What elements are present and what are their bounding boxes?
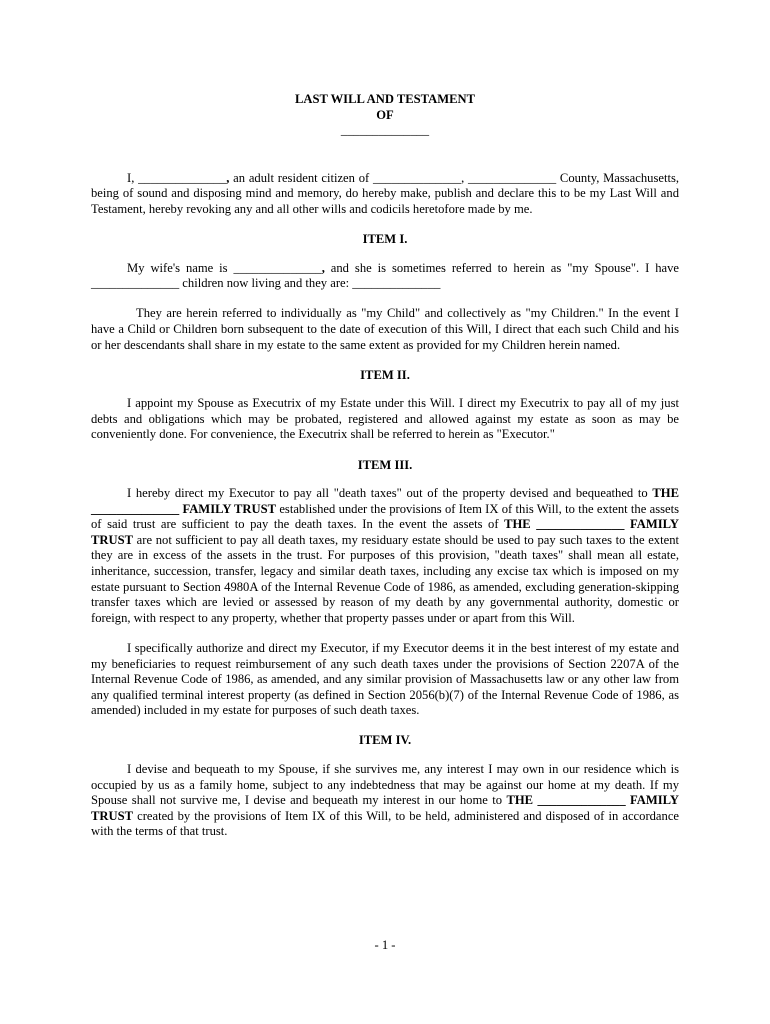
item-1-paragraph-children: They are herein referred to individually as "my Child" and collectively as "my Children." In the event I have a Child or Children born subsequent to the date of execution of this Will, I direct that each such Child and his or her descendants shall share in my estate to the same extent as provided for my Children herein named. bbox=[91, 306, 679, 352]
document-title: LAST WILL AND TESTAMENT bbox=[295, 92, 475, 106]
item-3-paragraph-death-taxes: I hereby direct my Executor to pay all "death taxes" out of the property devised and bequeathed to THE ______________ FAMILY TRUST established under the provisions of Item IX of this Will, to the extent the assets of said trust are sufficient to pay the death taxes. In the event the assets of THE ______________ FAMILY TRUST are not sufficient to pay all death taxes, my residuary estate should be used to pay such taxes to the extent they are in excess of the assets in the trust. For purposes of this provision, "death taxes" shall mean all estate, inheritance, succession, transfer, legacy and similar death taxes, including any excise tax which is imposed on my estate pursuant to Section 4980A of the Internal Revenue Code of 1986, as amended, excluding generation-skipping transfer taxes which are levied or assessed by reason of my death by any governmental authority, domestic or foreign, with respect to any property, whether that property passes under or apart from this Will. bbox=[91, 486, 679, 625]
intro-paragraph: I, ______________, an adult resident citizen of ______________, ______________ County, Massachusetts, being of sound and disposing mind and memory, do hereby make, publish and declare this to be my Last Will and Testament, hereby revoking any and all other wills and codicils heretofore made by me. bbox=[91, 170, 679, 216]
item-4-paragraph: I devise and bequeath to my Spouse, if she survives me, any interest I may own in our residence which is occupied by us as a family home, subject to any indebtedness that may be against our home at my death. If my Spouse shall not survive me, I devise and bequeath my interest in our home to THE ______________ FAMILY TRUST created by the provisions of Item IX of this Will, to be held, administered and disposed of in accordance with the terms of that trust. bbox=[91, 762, 680, 839]
document-title-of: OF bbox=[376, 107, 394, 122]
item-4-heading: ITEM IV. bbox=[358, 733, 412, 748]
document-body bbox=[91, 92, 679, 854]
page-number: - 1 - bbox=[374, 938, 396, 952]
item-1-heading: ITEM I. bbox=[362, 232, 408, 247]
item-3-paragraph-reimbursement: I specifically authorize and direct my Executor, if my Executor deems it in the best interest of my estate and my beneficiaries to request reimbursement of any such death taxes under the provisions of Section 2207A of the Internal Revenue Code of 1986, as amended, and any similar provision of Massachusetts law or any other law from any qualified terminal interest property (as defined in Section 2056(b)(7) of the Internal Revenue Code of 1986, as amended) included in my estate for purposes of such death taxes. bbox=[91, 640, 679, 718]
item-1-paragraph-spouse: My wife's name is ______________, and she is sometimes referred to herein as "my Spouse". I have ______________ children now living and they are: ______________ bbox=[91, 260, 679, 291]
testator-name-blank: ______________ bbox=[340, 123, 430, 138]
item-2-heading: ITEM II. bbox=[360, 367, 410, 382]
item-3-heading: ITEM III. bbox=[357, 457, 413, 472]
item-2-paragraph: I appoint my Spouse as Executrix of my Estate under this Will. I direct my Executrix to pay all of my just debts and obligations which may be probated, registered and allowed against my estate as soon as may be conveniently done. For convenience, the Executrix shall be referred to herein as "Executor." bbox=[91, 396, 679, 442]
